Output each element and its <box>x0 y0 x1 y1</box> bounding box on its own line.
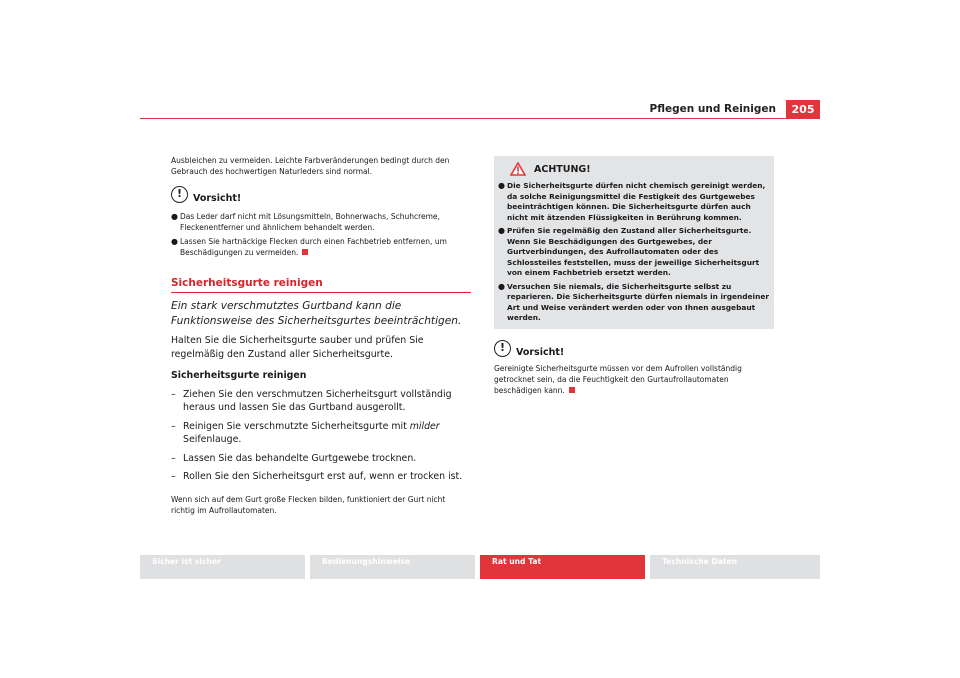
footer-tab-rat-und-tat[interactable]: Rat und Tat <box>480 555 645 579</box>
footer-tab-sicher-ist-sicher[interactable]: Sicher ist sicher <box>140 555 305 579</box>
caution-text: Gereinigte Sicherheitsgurte müssen vor dem Aufrollen vollständig getrocknet sein, da die Feuchtigkeit den Gurtaufrollautomaten beschädigen kann. <box>494 363 742 395</box>
header-title: Pflegen und Reinigen <box>649 103 776 115</box>
dash-marker: – <box>171 452 176 464</box>
bullet-dot-icon: ● <box>498 226 505 235</box>
caution-title: Vorsicht! <box>193 192 242 204</box>
warning-bullet <box>498 181 770 223</box>
step-item <box>171 388 471 415</box>
dash-marker: – <box>171 471 176 482</box>
warning-heading <box>510 160 770 178</box>
caution-heading <box>494 343 770 363</box>
section-end-icon <box>569 387 575 393</box>
section-title: Sicherheitsgurte reinigen <box>171 277 471 293</box>
caution-bullet <box>171 236 471 258</box>
header-rule <box>140 118 820 119</box>
warning-box <box>494 156 774 329</box>
step-text: Lassen Sie das behandelte Gurtgewebe trocknen. <box>183 452 417 464</box>
footer-tab-bedienungshinweise[interactable]: Bedienungshinweise <box>310 555 475 579</box>
warning-triangle-icon <box>510 162 526 176</box>
bullet-dot-icon: ● <box>498 181 505 190</box>
dash-marker: – <box>171 388 176 400</box>
left-column <box>171 155 471 516</box>
page-number: 205 <box>786 100 820 119</box>
note-text: Wenn sich auf dem Gurt große Flecken bilden, funktioniert der Gurt nicht richtig im Aufrollautomaten. <box>171 494 446 515</box>
section-end-icon <box>302 249 308 255</box>
warning-bullet <box>498 226 770 279</box>
body-paragraph: Halten Sie die Sicherheitsgurte sauber und prüfen Sie regelmäßig den Zustand aller Sicherheitsgurte. <box>171 335 424 360</box>
step-item <box>171 470 471 484</box>
caution-bullet <box>171 211 471 233</box>
bullet-dot-icon: ● <box>171 237 178 246</box>
step-text: Reinigen Sie verschmutzte Sicherheitsgurte mit milder Seifenlauge. <box>183 420 440 445</box>
exclamation-circle-icon: ! <box>494 340 511 357</box>
step-item <box>171 420 471 447</box>
caution-bullet-text: Das Leder darf nicht mit Lösungsmitteln, Bohnerwachs, Schuhcreme, Fleckenentferner und ähnlichem behandelt werden. <box>180 212 440 232</box>
step-item <box>171 452 471 466</box>
caution-bullet-text: Lassen Sie hartnäckige Flecken durch einen Fachbetrieb entfernen, um Beschädigungen zu vermeiden. <box>180 237 447 257</box>
dash-marker: – <box>171 420 176 432</box>
warning-bullet <box>498 282 770 324</box>
warning-bullet-text: Die Sicherheitsgurte dürfen nicht chemisch gereinigt werden, da solche Reinigungsmittel die Festigkeit des Gurtgewebes beeinträchtigen können. Die Sicherheitsgurte dürfen auch nicht mit ätzenden Flüssigkeiten in Berührung kommen. <box>507 181 766 222</box>
bullet-dot-icon: ● <box>498 281 505 291</box>
caution-heading <box>171 188 471 208</box>
caution-title: Vorsicht! <box>516 347 565 358</box>
step-text: Rollen Sie den Sicherheitsgurt erst auf, wenn er trocken ist. <box>183 471 463 482</box>
warning-bullet-text: Versuchen Sie niemals, die Sicherheitsgurte selbst zu reparieren. Die Sicherheitsgurte dürfen niemals in irgendeiner Art und Weise verändert werden oder von Ihnen ausgebaut werden. <box>507 281 770 322</box>
right-column <box>494 156 770 396</box>
step-text: Ziehen Sie den verschmutzen Sicherheitsgurt vollständig heraus und lassen Sie das Gurtband ausgerollt. <box>183 388 452 413</box>
warning-bullet-text: Prüfen Sie regelmäßig den Zustand aller Sicherheitsgurte. Wenn Sie Beschädigungen des Gurtgewebes, der Gurtverbindungen, des Aufrollautomaten oder des Schlossteiles feststellen, muss der jeweilige Sicherheitsgurt von einem Fachbetrieb ersetzt werden. <box>507 226 760 277</box>
subheading: Sicherheitsgurte reinigen <box>171 370 307 381</box>
intro-text: Ausbleichen zu vermeiden. Leichte Farbveränderungen bedingt durch den Gebrauch des hochwertigen Naturleders sind normal. <box>171 156 450 176</box>
exclamation-circle-icon: ! <box>171 186 188 203</box>
lead-text: Ein stark verschmutztes Gurtband kann die Funktionsweise des Sicherheitsgurtes beeinträchtigen. <box>171 300 462 327</box>
warning-title: ACHTUNG! <box>534 163 591 175</box>
footer-tab-technische-daten[interactable]: Technische Daten <box>650 555 820 579</box>
bullet-dot-icon: ● <box>171 212 178 221</box>
